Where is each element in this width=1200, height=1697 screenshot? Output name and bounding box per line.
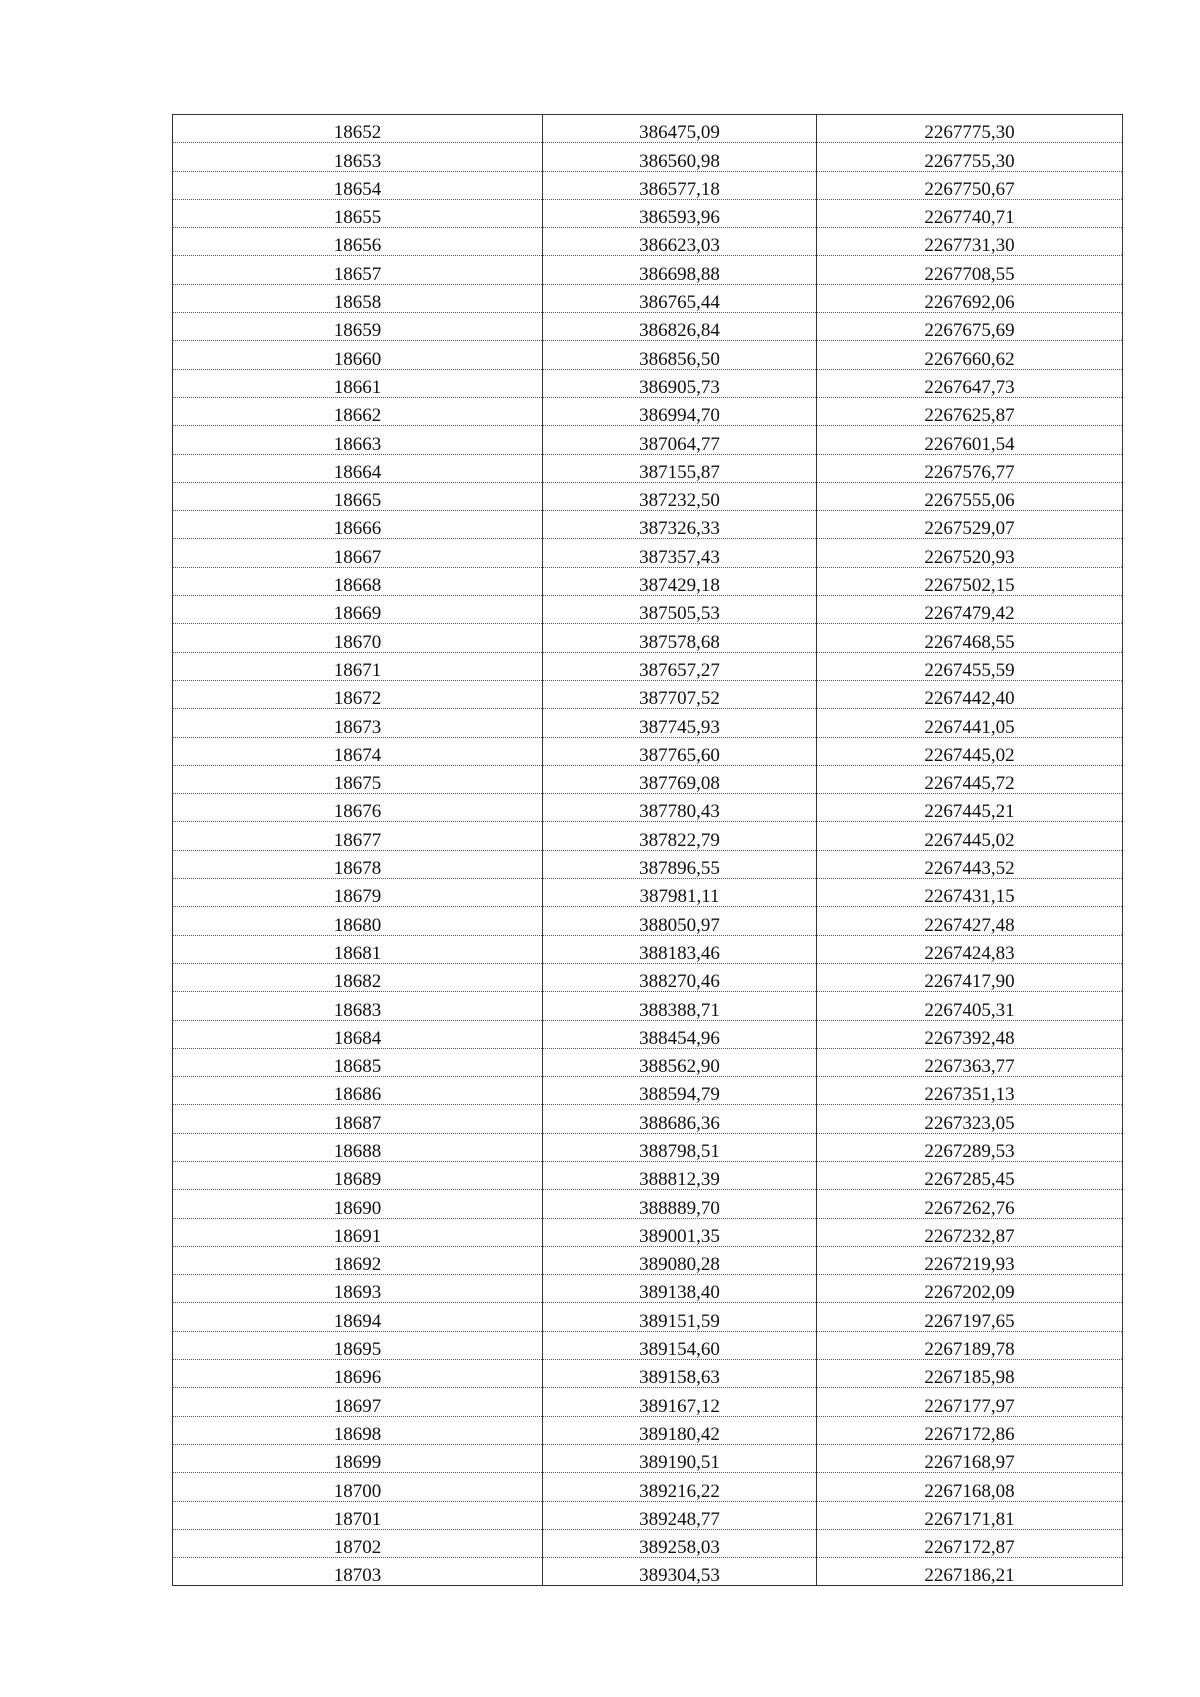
y-coordinate-cell: 2267185,98 — [817, 1360, 1123, 1388]
table-row — [173, 1473, 1123, 1501]
x-coordinate-cell: 387745,93 — [543, 709, 817, 737]
x-coordinate-cell: 388454,96 — [543, 1020, 817, 1048]
y-coordinate-cell: 2267445,72 — [817, 765, 1123, 793]
y-coordinate-cell: 2267427,48 — [817, 907, 1123, 935]
x-coordinate-cell: 387155,87 — [543, 454, 817, 482]
x-coordinate-cell: 387326,33 — [543, 511, 817, 539]
table-row — [173, 1020, 1123, 1048]
point-number-cell: 18678 — [173, 850, 543, 878]
x-coordinate-cell: 389154,60 — [543, 1331, 817, 1359]
y-coordinate-cell: 2267468,55 — [817, 624, 1123, 652]
x-coordinate-cell: 387707,52 — [543, 680, 817, 708]
x-coordinate-cell: 389158,63 — [543, 1360, 817, 1388]
x-coordinate-cell: 387657,27 — [543, 652, 817, 680]
table-row — [173, 511, 1123, 539]
table-row — [173, 1416, 1123, 1444]
x-coordinate-cell: 386856,50 — [543, 341, 817, 369]
table-row — [173, 907, 1123, 935]
point-number-cell: 18701 — [173, 1501, 543, 1529]
point-number-cell: 18698 — [173, 1416, 543, 1444]
x-coordinate-cell: 388889,70 — [543, 1190, 817, 1218]
table-row — [173, 256, 1123, 284]
point-number-cell: 18695 — [173, 1331, 543, 1359]
point-number-cell: 18671 — [173, 652, 543, 680]
point-number-cell: 18683 — [173, 992, 543, 1020]
point-number-cell: 18661 — [173, 369, 543, 397]
coordinates-table — [172, 114, 1123, 1586]
point-number-cell: 18681 — [173, 935, 543, 963]
x-coordinate-cell: 387578,68 — [543, 624, 817, 652]
x-coordinate-cell: 387357,43 — [543, 539, 817, 567]
table-row — [173, 765, 1123, 793]
table-row — [173, 822, 1123, 850]
y-coordinate-cell: 2267289,53 — [817, 1133, 1123, 1161]
x-coordinate-cell: 388183,46 — [543, 935, 817, 963]
y-coordinate-cell: 2267750,67 — [817, 171, 1123, 199]
x-coordinate-cell: 386593,96 — [543, 199, 817, 227]
x-coordinate-cell: 387064,77 — [543, 426, 817, 454]
point-number-cell: 18700 — [173, 1473, 543, 1501]
y-coordinate-cell: 2267731,30 — [817, 228, 1123, 256]
x-coordinate-cell: 388798,51 — [543, 1133, 817, 1161]
table-row — [173, 1133, 1123, 1161]
y-coordinate-cell: 2267285,45 — [817, 1161, 1123, 1189]
table-row — [173, 1558, 1123, 1586]
y-coordinate-cell: 2267740,71 — [817, 199, 1123, 227]
point-number-cell: 18685 — [173, 1048, 543, 1076]
table-row — [173, 284, 1123, 312]
table-row — [173, 1218, 1123, 1246]
x-coordinate-cell: 387896,55 — [543, 850, 817, 878]
point-number-cell: 18680 — [173, 907, 543, 935]
table-row — [173, 341, 1123, 369]
coordinates-table-body — [173, 115, 1123, 1586]
x-coordinate-cell: 389167,12 — [543, 1388, 817, 1416]
x-coordinate-cell: 387232,50 — [543, 482, 817, 510]
point-number-cell: 18666 — [173, 511, 543, 539]
table-row — [173, 228, 1123, 256]
y-coordinate-cell: 2267442,40 — [817, 680, 1123, 708]
table-row — [173, 369, 1123, 397]
point-number-cell: 18676 — [173, 794, 543, 822]
point-number-cell: 18682 — [173, 963, 543, 991]
point-number-cell: 18684 — [173, 1020, 543, 1048]
table-row — [173, 313, 1123, 341]
y-coordinate-cell: 2267520,93 — [817, 539, 1123, 567]
point-number-cell: 18687 — [173, 1105, 543, 1133]
point-number-cell: 18690 — [173, 1190, 543, 1218]
y-coordinate-cell: 2267660,62 — [817, 341, 1123, 369]
x-coordinate-cell: 387505,53 — [543, 596, 817, 624]
table-row — [173, 1331, 1123, 1359]
y-coordinate-cell: 2267502,15 — [817, 567, 1123, 595]
x-coordinate-cell: 388388,71 — [543, 992, 817, 1020]
table-row — [173, 171, 1123, 199]
x-coordinate-cell: 389248,77 — [543, 1501, 817, 1529]
point-number-cell: 18694 — [173, 1303, 543, 1331]
point-number-cell: 18686 — [173, 1077, 543, 1105]
y-coordinate-cell: 2267479,42 — [817, 596, 1123, 624]
y-coordinate-cell: 2267445,02 — [817, 822, 1123, 850]
point-number-cell: 18664 — [173, 454, 543, 482]
y-coordinate-cell: 2267202,09 — [817, 1275, 1123, 1303]
x-coordinate-cell: 388594,79 — [543, 1077, 817, 1105]
x-coordinate-cell: 386577,18 — [543, 171, 817, 199]
x-coordinate-cell: 389190,51 — [543, 1444, 817, 1472]
table-row — [173, 1303, 1123, 1331]
y-coordinate-cell: 2267601,54 — [817, 426, 1123, 454]
y-coordinate-cell: 2267445,02 — [817, 737, 1123, 765]
x-coordinate-cell: 389216,22 — [543, 1473, 817, 1501]
x-coordinate-cell: 389138,40 — [543, 1275, 817, 1303]
table-row — [173, 1077, 1123, 1105]
y-coordinate-cell: 2267443,52 — [817, 850, 1123, 878]
y-coordinate-cell: 2267219,93 — [817, 1246, 1123, 1274]
x-coordinate-cell: 386905,73 — [543, 369, 817, 397]
y-coordinate-cell: 2267392,48 — [817, 1020, 1123, 1048]
table-row — [173, 539, 1123, 567]
table-row — [173, 397, 1123, 425]
table-row — [173, 143, 1123, 171]
point-number-cell: 18665 — [173, 482, 543, 510]
point-number-cell: 18668 — [173, 567, 543, 595]
table-row — [173, 737, 1123, 765]
y-coordinate-cell: 2267186,21 — [817, 1558, 1123, 1586]
y-coordinate-cell: 2267197,65 — [817, 1303, 1123, 1331]
y-coordinate-cell: 2267405,31 — [817, 992, 1123, 1020]
point-number-cell: 18688 — [173, 1133, 543, 1161]
table-row — [173, 1246, 1123, 1274]
x-coordinate-cell: 389304,53 — [543, 1558, 817, 1586]
y-coordinate-cell: 2267692,06 — [817, 284, 1123, 312]
table-row — [173, 963, 1123, 991]
point-number-cell: 18677 — [173, 822, 543, 850]
table-row — [173, 935, 1123, 963]
point-number-cell: 18673 — [173, 709, 543, 737]
table-row — [173, 567, 1123, 595]
table-row — [173, 992, 1123, 1020]
x-coordinate-cell: 388812,39 — [543, 1161, 817, 1189]
y-coordinate-cell: 2267262,76 — [817, 1190, 1123, 1218]
point-number-cell: 18703 — [173, 1558, 543, 1586]
y-coordinate-cell: 2267232,87 — [817, 1218, 1123, 1246]
point-number-cell: 18658 — [173, 284, 543, 312]
x-coordinate-cell: 387769,08 — [543, 765, 817, 793]
table-row — [173, 1388, 1123, 1416]
table-row — [173, 426, 1123, 454]
x-coordinate-cell: 389258,03 — [543, 1529, 817, 1557]
x-coordinate-cell: 387981,11 — [543, 879, 817, 907]
y-coordinate-cell: 2267168,08 — [817, 1473, 1123, 1501]
table-row — [173, 652, 1123, 680]
table-row — [173, 624, 1123, 652]
x-coordinate-cell: 387780,43 — [543, 794, 817, 822]
y-coordinate-cell: 2267172,86 — [817, 1416, 1123, 1444]
table-row — [173, 680, 1123, 708]
x-coordinate-cell: 387429,18 — [543, 567, 817, 595]
point-number-cell: 18667 — [173, 539, 543, 567]
x-coordinate-cell: 389151,59 — [543, 1303, 817, 1331]
y-coordinate-cell: 2267755,30 — [817, 143, 1123, 171]
x-coordinate-cell: 389001,35 — [543, 1218, 817, 1246]
x-coordinate-cell: 388270,46 — [543, 963, 817, 991]
point-number-cell: 18699 — [173, 1444, 543, 1472]
x-coordinate-cell: 386826,84 — [543, 313, 817, 341]
point-number-cell: 18696 — [173, 1360, 543, 1388]
y-coordinate-cell: 2267177,97 — [817, 1388, 1123, 1416]
point-number-cell: 18697 — [173, 1388, 543, 1416]
y-coordinate-cell: 2267189,78 — [817, 1331, 1123, 1359]
y-coordinate-cell: 2267172,87 — [817, 1529, 1123, 1557]
point-number-cell: 18672 — [173, 680, 543, 708]
table-row — [173, 850, 1123, 878]
point-number-cell: 18669 — [173, 596, 543, 624]
point-number-cell: 18689 — [173, 1161, 543, 1189]
point-number-cell: 18691 — [173, 1218, 543, 1246]
y-coordinate-cell: 2267445,21 — [817, 794, 1123, 822]
point-number-cell: 18657 — [173, 256, 543, 284]
table-row — [173, 482, 1123, 510]
point-number-cell: 18660 — [173, 341, 543, 369]
point-number-cell: 18652 — [173, 115, 543, 143]
point-number-cell: 18702 — [173, 1529, 543, 1557]
point-number-cell: 18679 — [173, 879, 543, 907]
y-coordinate-cell: 2267625,87 — [817, 397, 1123, 425]
point-number-cell: 18670 — [173, 624, 543, 652]
table-row — [173, 1048, 1123, 1076]
y-coordinate-cell: 2267775,30 — [817, 115, 1123, 143]
point-number-cell: 18692 — [173, 1246, 543, 1274]
point-number-cell: 18655 — [173, 199, 543, 227]
y-coordinate-cell: 2267455,59 — [817, 652, 1123, 680]
x-coordinate-cell: 387822,79 — [543, 822, 817, 850]
y-coordinate-cell: 2267647,73 — [817, 369, 1123, 397]
point-number-cell: 18663 — [173, 426, 543, 454]
y-coordinate-cell: 2267708,55 — [817, 256, 1123, 284]
x-coordinate-cell: 388050,97 — [543, 907, 817, 935]
y-coordinate-cell: 2267424,83 — [817, 935, 1123, 963]
x-coordinate-cell: 387765,60 — [543, 737, 817, 765]
point-number-cell: 18659 — [173, 313, 543, 341]
table-row — [173, 454, 1123, 482]
table-row — [173, 1190, 1123, 1218]
table-row — [173, 709, 1123, 737]
table-row — [173, 199, 1123, 227]
table-row — [173, 794, 1123, 822]
point-number-cell: 18654 — [173, 171, 543, 199]
x-coordinate-cell: 386698,88 — [543, 256, 817, 284]
y-coordinate-cell: 2267675,69 — [817, 313, 1123, 341]
y-coordinate-cell: 2267417,90 — [817, 963, 1123, 991]
table-row — [173, 1360, 1123, 1388]
table-row — [173, 1501, 1123, 1529]
x-coordinate-cell: 386623,03 — [543, 228, 817, 256]
x-coordinate-cell: 386560,98 — [543, 143, 817, 171]
y-coordinate-cell: 2267431,15 — [817, 879, 1123, 907]
table-row — [173, 1105, 1123, 1133]
y-coordinate-cell: 2267576,77 — [817, 454, 1123, 482]
y-coordinate-cell: 2267441,05 — [817, 709, 1123, 737]
table-row — [173, 1529, 1123, 1557]
point-number-cell: 18693 — [173, 1275, 543, 1303]
x-coordinate-cell: 386765,44 — [543, 284, 817, 312]
table-row — [173, 879, 1123, 907]
table-row — [173, 1444, 1123, 1472]
point-number-cell: 18656 — [173, 228, 543, 256]
y-coordinate-cell: 2267168,97 — [817, 1444, 1123, 1472]
table-row — [173, 1275, 1123, 1303]
x-coordinate-cell: 388562,90 — [543, 1048, 817, 1076]
point-number-cell: 18662 — [173, 397, 543, 425]
x-coordinate-cell: 386994,70 — [543, 397, 817, 425]
table-row — [173, 596, 1123, 624]
x-coordinate-cell: 386475,09 — [543, 115, 817, 143]
y-coordinate-cell: 2267529,07 — [817, 511, 1123, 539]
x-coordinate-cell: 388686,36 — [543, 1105, 817, 1133]
table-row — [173, 1161, 1123, 1189]
y-coordinate-cell: 2267323,05 — [817, 1105, 1123, 1133]
y-coordinate-cell: 2267363,77 — [817, 1048, 1123, 1076]
table-row — [173, 115, 1123, 143]
x-coordinate-cell: 389180,42 — [543, 1416, 817, 1444]
point-number-cell: 18675 — [173, 765, 543, 793]
point-number-cell: 18674 — [173, 737, 543, 765]
y-coordinate-cell: 2267555,06 — [817, 482, 1123, 510]
y-coordinate-cell: 2267351,13 — [817, 1077, 1123, 1105]
point-number-cell: 18653 — [173, 143, 543, 171]
y-coordinate-cell: 2267171,81 — [817, 1501, 1123, 1529]
x-coordinate-cell: 389080,28 — [543, 1246, 817, 1274]
